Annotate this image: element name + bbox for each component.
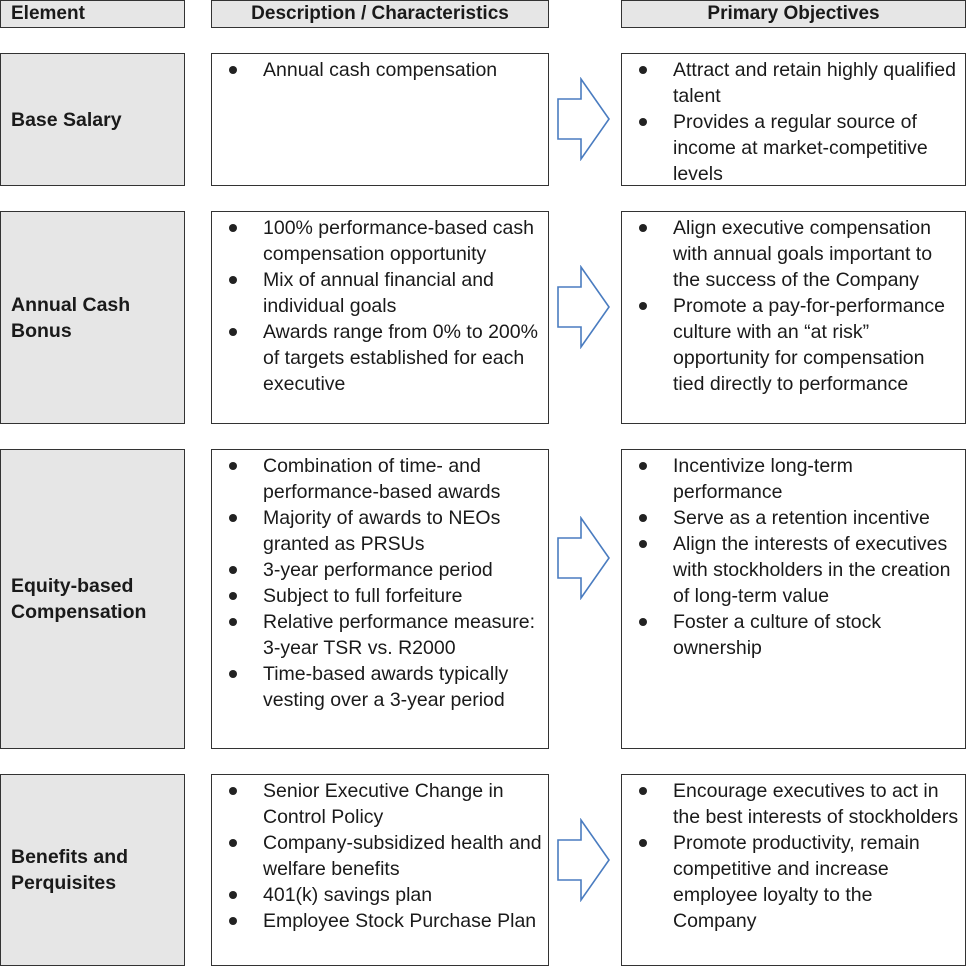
arrow-right-icon — [557, 77, 611, 161]
description-bullet: Awards range from 0% to 200% of targets established for each executive — [212, 319, 548, 397]
element-label-line: Perquisites — [11, 872, 117, 894]
description-bullet: Employee Stock Purchase Plan — [212, 908, 548, 934]
header-description-label: Description / Characteristics — [251, 3, 509, 24]
header-element — [0, 0, 185, 28]
description-cell-base-salary — [211, 53, 549, 186]
header-element-label: Element — [11, 3, 85, 24]
description-cell-annual-cash-bonus — [211, 211, 549, 424]
objective-bullet: Align executive compensation with annual goals important to the success of the Company — [622, 215, 965, 293]
description-bullet: Relative performance measure: 3-year TSR vs. R2000 — [212, 609, 548, 661]
element-cell-benefits-and-perquisites — [0, 774, 185, 966]
element-label-line: Compensation — [11, 601, 147, 623]
objective-bullet: Align the interests of executives with stockholders in the creation of long-term value — [622, 531, 965, 609]
objective-bullet: Provides a regular source of income at market-competitive levels — [622, 109, 965, 187]
objectives-cell-base-salary — [621, 53, 966, 186]
objective-bullet: Foster a culture of stock ownership — [622, 609, 965, 661]
description-bullet: Senior Executive Change in Control Policy — [212, 778, 548, 830]
element-label-line: Equity-based — [11, 575, 134, 597]
description-bullet: Time-based awards typically vesting over a 3-year period — [212, 661, 548, 713]
description-bullet: Subject to full forfeiture — [212, 583, 548, 609]
element-cell-annual-cash-bonus — [0, 211, 185, 424]
objective-bullet: Serve as a retention incentive — [622, 505, 965, 531]
objective-bullet: Promote productivity, remain competitive and increase employee loyalty to the Company — [622, 830, 965, 934]
element-label-line: Benefits and — [11, 846, 129, 868]
description-bullet: Majority of awards to NEOs granted as PRSUs — [212, 505, 548, 557]
arrow-right-icon — [557, 265, 611, 349]
objective-bullet: Incentivize long-term performance — [622, 453, 965, 505]
description-bullet: 3-year performance period — [212, 557, 548, 583]
description-bullet: 401(k) savings plan — [212, 882, 548, 908]
description-bullet: Annual cash compensation — [212, 57, 548, 83]
element-cell-equity-based-compensation — [0, 449, 185, 749]
description-cell-benefits-and-perquisites — [211, 774, 549, 966]
description-bullet: 100% performance-based cash compensation opportunity — [212, 215, 548, 267]
objectives-cell-annual-cash-bonus — [621, 211, 966, 424]
arrow-right-icon — [557, 516, 611, 600]
objective-bullet: Attract and retain highly qualified talent — [622, 57, 965, 109]
description-bullet: Company-subsidized health and welfare benefits — [212, 830, 548, 882]
objectives-cell-benefits-and-perquisites — [621, 774, 966, 966]
description-cell-equity-based-compensation — [211, 449, 549, 749]
element-label-line: Annual Cash — [11, 293, 131, 316]
objective-bullet: Encourage executives to act in the best interests of stockholders — [622, 778, 965, 830]
description-bullet: Combination of time- and performance-based awards — [212, 453, 548, 505]
objective-bullet: Promote a pay-for-performance culture with an “at risk” opportunity for compensation tied directly to performance — [622, 293, 965, 397]
header-objectives — [621, 0, 966, 28]
element-label-line: Bonus — [11, 319, 72, 342]
element-label-line: Base Salary — [11, 108, 122, 131]
element-cell-base-salary — [0, 53, 185, 186]
arrow-right-icon — [557, 818, 611, 902]
header-objectives-label: Primary Objectives — [707, 3, 880, 24]
header-description — [211, 0, 549, 28]
objectives-cell-equity-based-compensation — [621, 449, 966, 749]
description-bullet: Mix of annual financial and individual goals — [212, 267, 548, 319]
